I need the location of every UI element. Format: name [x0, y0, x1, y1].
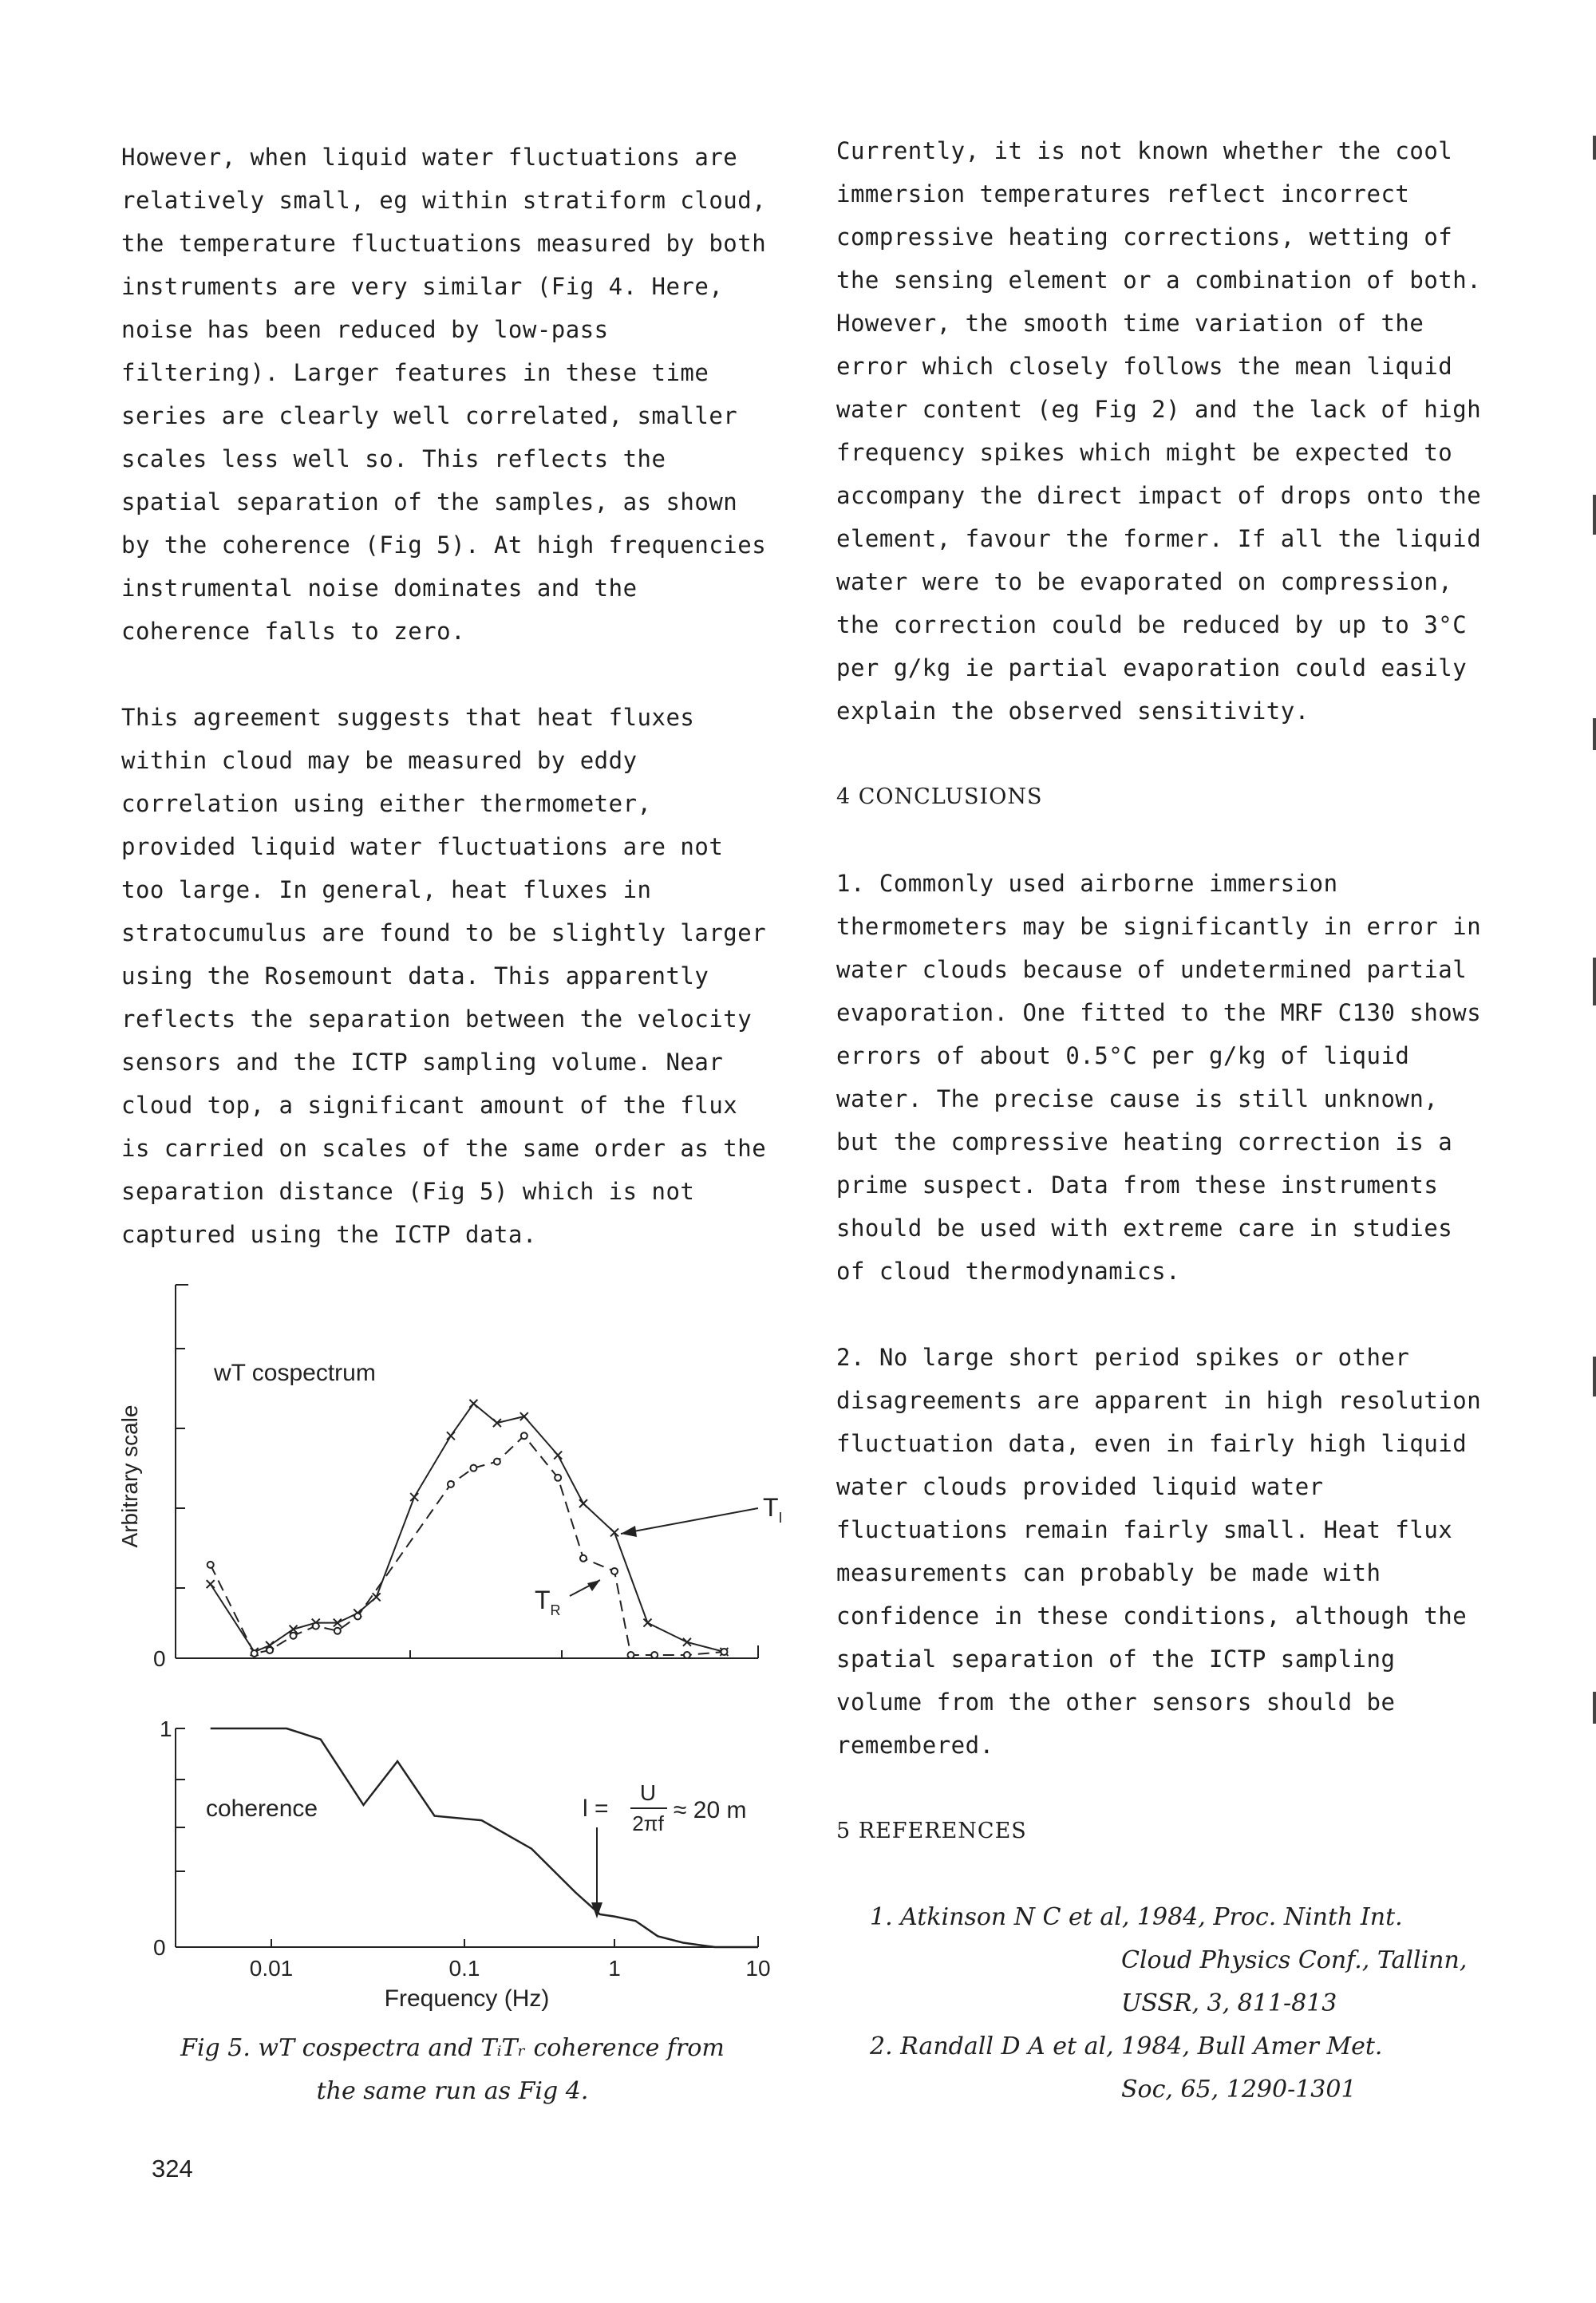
text-line: instrumental noise dominates and the: [121, 575, 638, 602]
right-paragraph-1: [836, 129, 1515, 733]
zero-label-top: 0: [153, 1646, 166, 1671]
data-point-tr: [494, 1459, 500, 1465]
text-line: evaporation. One fitted to the MRF C130 shows: [836, 999, 1482, 1026]
svg-text:l =: l =: [583, 1795, 609, 1822]
text-line: water clouds provided liquid water: [836, 1473, 1324, 1500]
data-point-ti: [579, 1499, 587, 1507]
text-line: Currently, it is not known whether the cool: [836, 137, 1453, 164]
text-line: by the coherence (Fig 5). At high frequencies: [121, 531, 767, 559]
data-point-tr: [313, 1623, 319, 1629]
data-point-tr: [628, 1652, 634, 1658]
text-line: measurements can probably be made with: [836, 1559, 1381, 1586]
data-point-tr: [555, 1475, 561, 1481]
data-point-tr: [207, 1562, 214, 1568]
reference-line: USSR, 3, 811-813: [1121, 1989, 1337, 2017]
text-line: error which closely follows the mean liquid: [836, 353, 1453, 380]
text-line: This agreement suggests that heat fluxes: [121, 704, 695, 731]
scan-mark: [1593, 495, 1596, 535]
scan-mark: [1593, 1357, 1596, 1396]
caption-line: Fig 5. wT cospectra and TᵢTᵣ coherence from: [180, 2034, 725, 2062]
reference-line: 2. Randall D A et al, 1984, Bull Amer Met.: [870, 2032, 1383, 2060]
reference-line: Cloud Physics Conf., Tallinn,: [1121, 1946, 1468, 1974]
ti-pointer-arrow: [621, 1508, 758, 1534]
data-point-ti: [207, 1580, 215, 1588]
tr-label: $T_R$: [535, 1586, 561, 1618]
text-line: frequency spikes which might be expected to: [836, 439, 1453, 466]
data-point-ti: [373, 1593, 381, 1601]
text-line: is carried on scales of the same order as the: [121, 1135, 767, 1162]
data-point-tr: [721, 1649, 727, 1655]
svg-text:U: U: [639, 1780, 657, 1805]
scan-mark: [1593, 718, 1596, 750]
data-point-tr: [290, 1633, 297, 1639]
text-line: However, the smooth time variation of the: [836, 310, 1424, 337]
text-line: spatial separation of the samples, as shown: [121, 488, 738, 516]
scan-mark: [1593, 958, 1596, 1005]
text-line: relatively small, eg within stratiform cloud,: [121, 187, 767, 214]
series-line-ti: [211, 1404, 725, 1652]
text-line: captured using the ICTP data.: [121, 1221, 537, 1248]
data-point-tr: [354, 1614, 361, 1620]
text-line: fluctuation data, even in fairly high liquid: [836, 1430, 1468, 1457]
text-line: reflects the separation between the velocity: [121, 1005, 753, 1033]
text-line: accompany the direct impact of drops onto the: [836, 482, 1482, 509]
length-scale-formula: [583, 1780, 747, 1835]
text-line: confidence in these conditions, although the: [836, 1602, 1468, 1629]
text-line: should be used with extreme care in studies: [836, 1215, 1453, 1242]
figure-5: [96, 1277, 798, 2019]
text-line: 1. Commonly used airborne immersion: [836, 870, 1338, 897]
text-line: element, favour the former. If all the liquid: [836, 525, 1482, 552]
text-line: fluctuations remain fairly small. Heat flux: [836, 1516, 1453, 1543]
text-line: compressive heating corrections, wetting of: [836, 223, 1453, 251]
svg-text:2πf: 2πf: [632, 1811, 664, 1835]
data-point-ti: [410, 1493, 418, 1501]
text-line: using the Rosemount data. This apparently: [121, 962, 709, 990]
text-line: stratocumulus are found to be slightly larger: [121, 919, 767, 946]
text-line: separation distance (Fig 5) which is not: [121, 1178, 695, 1205]
text-line: instruments are very similar (Fig 4. Here,: [121, 273, 724, 300]
y-axis-label: Arbitrary scale: [117, 1404, 142, 1548]
text-line: 2. No large short period spikes or other: [836, 1344, 1410, 1371]
x-tick-label: 0.01: [249, 1956, 294, 1981]
text-line: water. The precise cause is still unknown,: [836, 1085, 1439, 1112]
figure-caption: [121, 2027, 784, 2113]
reference-1: [836, 1896, 1515, 2025]
reference-line: Soc, 65, 1290-1301: [1121, 2076, 1357, 2104]
data-point-tr: [580, 1555, 587, 1562]
data-point-ti: [469, 1400, 477, 1408]
right-column: [836, 129, 1515, 2111]
zero-label-bottom: 0: [153, 1935, 166, 1960]
text-line: disagreements are apparent in high resolution: [836, 1387, 1482, 1414]
text-line: immersion temperatures reflect incorrect: [836, 180, 1410, 207]
left-paragraph-2: [121, 696, 784, 1256]
coherence-line: [211, 1728, 758, 1947]
text-line: per g/kg ie partial evaporation could easily: [836, 654, 1468, 681]
left-paragraph-1: [121, 136, 784, 653]
reference-line: 1. Atkinson N C et al, 1984, Proc. Ninth Int.: [870, 1903, 1403, 1931]
data-point-ti: [447, 1432, 455, 1440]
references-heading: 5 REFERENCES: [836, 1819, 1027, 1843]
data-point-tr: [251, 1650, 258, 1657]
text-line: water were to be evaporated on compression,: [836, 568, 1453, 595]
text-line: noise has been reduced by low-pass: [121, 316, 609, 343]
text-line: filtering). Larger features in these time: [121, 359, 709, 386]
conclusion-1: [836, 862, 1515, 1293]
text-line: water clouds because of undetermined partial: [836, 956, 1468, 983]
text-line: series are clearly well correlated, smaller: [121, 402, 738, 429]
text-line: scales less well so. This reflects the: [121, 445, 666, 472]
scan-mark: [1593, 136, 1596, 160]
x-tick-label: 0.1: [448, 1956, 480, 1981]
data-point-ti: [610, 1528, 618, 1536]
data-point-tr: [267, 1647, 273, 1653]
text-line: too large. In general, heat fluxes in: [121, 876, 652, 903]
one-label: 1: [160, 1716, 172, 1741]
text-line: volume from the other sensors should be: [836, 1689, 1396, 1716]
text-line: the correction could be reduced by up to 3°C: [836, 611, 1468, 638]
ti-label: $T_I$: [763, 1493, 783, 1526]
text-line: within cloud may be measured by eddy: [121, 747, 638, 774]
left-column: [121, 136, 784, 1256]
text-line: thermometers may be significantly in error in: [836, 913, 1482, 940]
data-point-tr: [521, 1432, 527, 1439]
text-line: of cloud thermodynamics.: [836, 1258, 1181, 1285]
data-point-tr: [651, 1652, 658, 1658]
reference-2: [836, 2025, 1515, 2111]
text-line: However, when liquid water fluctuations are: [121, 144, 738, 171]
text-line: but the compressive heating correction is a: [836, 1128, 1453, 1155]
data-point-tr: [470, 1465, 476, 1471]
x-tick-labels: [250, 1956, 771, 1981]
text-line: cloud top, a significant amount of the flux: [121, 1092, 738, 1119]
scan-mark: [1593, 1692, 1596, 1724]
cospectrum-label: wT cospectrum: [214, 1360, 376, 1386]
data-point-tr: [611, 1568, 618, 1574]
text-line: provided liquid water fluctuations are not: [121, 833, 724, 860]
data-point-tr: [448, 1481, 454, 1487]
x-tick-label: 10: [745, 1956, 771, 1981]
text-line: prime suspect. Data from these instruments: [836, 1171, 1439, 1199]
data-point-tr: [684, 1652, 690, 1658]
conclusions-heading: 4 CONCLUSIONS: [836, 784, 1043, 809]
data-point-tr: [334, 1628, 341, 1634]
page-number: 324: [152, 2155, 193, 2183]
data-point-ti: [643, 1619, 651, 1627]
text-line: water content (eg Fig 2) and the lack of high: [836, 396, 1482, 423]
text-line: explain the observed sensitivity.: [836, 697, 1310, 725]
x-axis-label: Frequency (Hz): [384, 1985, 550, 2012]
data-point-ti: [554, 1452, 562, 1460]
x-tick-label: 1: [608, 1956, 621, 1981]
conclusion-2: [836, 1336, 1515, 1767]
coherence-label: coherence: [206, 1795, 318, 1822]
text-line: the sensing element or a combination of both.: [836, 267, 1482, 294]
text-line: coherence falls to zero.: [121, 618, 466, 645]
text-line: spatial separation of the ICTP sampling: [836, 1645, 1396, 1673]
text-line: the temperature fluctuations measured by both: [121, 230, 767, 257]
caption-line: the same run as Fig 4.: [316, 2077, 589, 2105]
text-line: errors of about 0.5°C per g/kg of liquid: [836, 1042, 1410, 1069]
svg-text:≈ 20 m: ≈ 20 m: [674, 1797, 747, 1823]
text-line: remembered.: [836, 1732, 994, 1759]
text-line: sensors and the ICTP sampling volume. Near: [121, 1049, 724, 1076]
text-line: correlation using either thermometer,: [121, 790, 652, 817]
